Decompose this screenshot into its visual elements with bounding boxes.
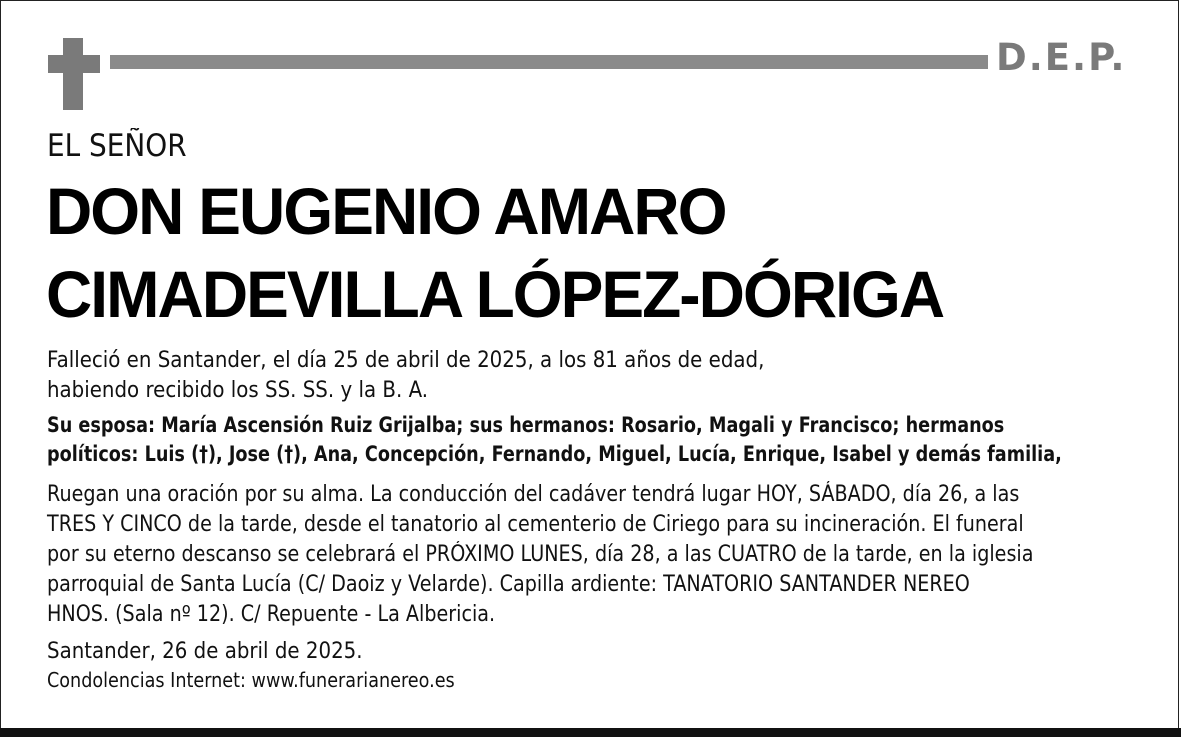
deceased-name-line2: CIMADEVILLA LÓPEZ-DÓRIGA <box>46 257 944 331</box>
service-line: por su eterno descanso se celebrará el PRÓXIMO LUNES, día 28, a las CUATRO de la tarde, en la iglesia <box>47 542 1034 567</box>
death-info-line2: habiendo recibido los SS. SS. y la B. A. <box>47 378 429 403</box>
service-line: HNOS. (Sala nº 12). C/ Repuente - La Albericia. <box>47 602 496 627</box>
place-date: Santander, 26 de abril de 2025. <box>47 639 363 664</box>
header-rule <box>110 55 988 69</box>
deceased-name-line1: DON EUGENIO AMARO <box>46 174 726 248</box>
service-line: parroquial de Santa Lucía (C/ Daoiz y Velarde). Capilla ardiente: TANATORIO SANTANDER NEREO <box>47 572 970 597</box>
honorific: EL SEÑOR <box>47 128 187 164</box>
service-line: Ruegan una oración por su alma. La conducción del cadáver tendrá lugar HOY, SÁBADO, día 26, a las <box>47 482 1020 507</box>
cross-icon <box>48 38 100 110</box>
death-info-line1: Falleció en Santander, el día 25 de abril de 2025, a los 81 años de edad, <box>47 348 765 373</box>
dep-label: D.E.P. <box>996 36 1127 79</box>
family-line1: Su esposa: María Ascensión Ruiz Grijalba; sus hermanos: Rosario, Magali y Francisco; hermanos <box>47 413 1005 437</box>
bottom-rule <box>0 728 1181 737</box>
family-line2: políticos: Luis (†), Jose (†), Ana, Concepción, Fernando, Miguel, Lucía, Enrique, Isabel y demás familia, <box>47 442 1062 466</box>
service-line: TRES Y CINCO de la tarde, desde el tanatorio al cementerio de Ciriego para su incineración. El funeral <box>47 512 1024 537</box>
condolences-line: Condolencias Internet: www.funerarianereo.es <box>47 668 455 692</box>
